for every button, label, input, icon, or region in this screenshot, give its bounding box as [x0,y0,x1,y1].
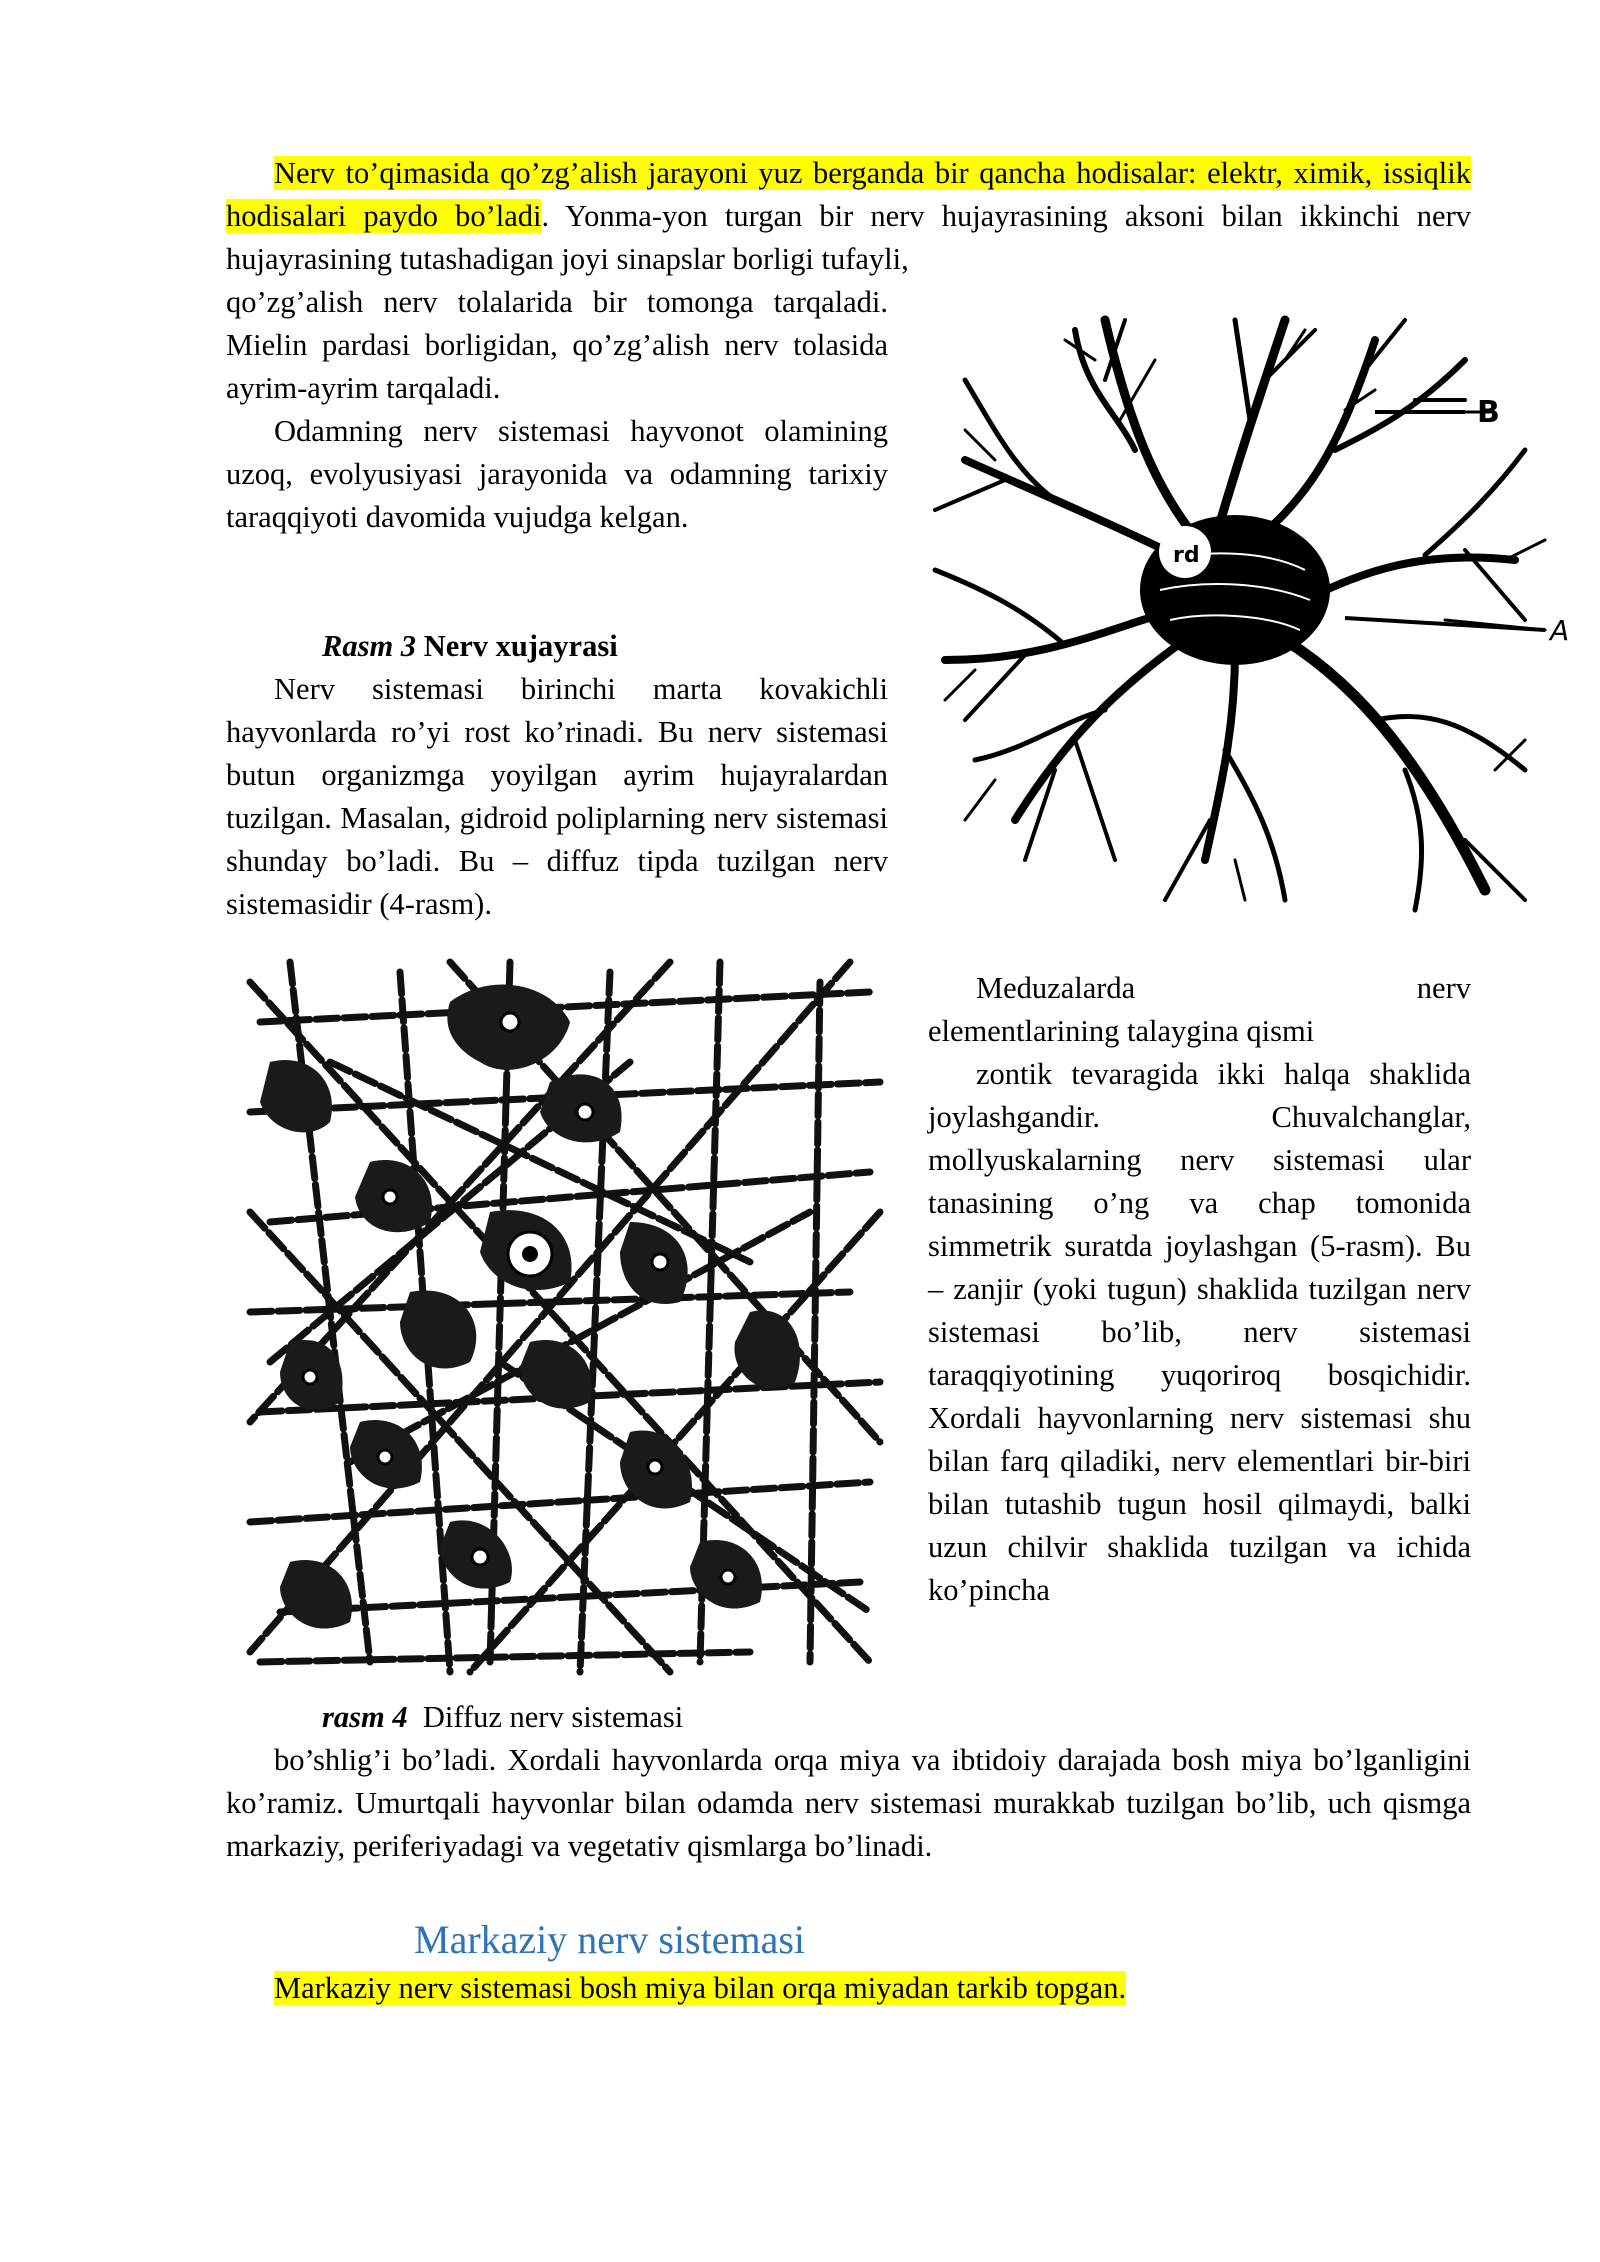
paragraph-medusa: Meduzalarda nerv elementlarining talaygina qismi zontik tevaragida ikki halqa shaklida joylashgandir. Chuvalchanglar, mollyuskalarning nerv sistemasi ular tanasining o’ng va chap tomonida simmetrik suratda joylashgan (5-rasm). Bu – zanjir (yoki tugun) shaklida tuzilgan nerv sistemasi bo’lib, nerv sistemasi taraqqiyotining yuqoriroq bosqichidir. Xordali hayvonlarning nerv sistemasi shu bilan farq qiladiki, nerv elementlari bir-biri bilan tutashib tugun hosil qilmaydi, balki uzun chilvir shaklida tuzilgan va ichida ko’pincha [928,971,1471,1607]
figure-3-caption: Rasm 3 Nerv xujayrasi [322,629,618,663]
paragraph-evolution: Odamning nerv sistemasi hayvonot olamining uzoq, evolyusiyasi jarayonida va odamning tarixiy taraqqiyoti davomida vujudga kelgan. [226,414,888,534]
figure-3-neuron-illustration [905,300,1595,940]
figure-4-caption: rasm 4 Diffuz nerv sistemasi [322,1700,684,1734]
label-a: A [1550,614,1570,647]
nucleus-label: rd [1173,543,1200,568]
paragraph-cns [226,1967,1471,2010]
paragraph-coelenterates: Nerv sistemasi birinchi marta kovakichli hayvonlarda ro’yi rost ko’rinadi. Bu nerv sistemasi butun organizmga yoyilgan ayrim hujayralardan tuzilgan. Masalan, gidroid poliplarning nerv sistemasi shunday bo’ladi. Bu – diffuz tipda tuzilgan nerv sistemasidir (4-rasm). [226,672,888,921]
label-b: B [1477,395,1500,430]
paragraph-intro-continued: qo’zg’alish nerv tolalarida bir tomonga tarqaladi. Mielin pardasi borligidan, qo’zg’alish nerv tolasida ayrim-ayrim tarqaladi. Odamning nerv sistemasi hayvonot olamining uzoq, evolyusiyasi jarayonida va odamning tarixiy taraqqiyoti davomida vujudga kelgan. [226,281,888,539]
paragraph-intro: Nerv to’qimasida qo’zg’alish jarayoni yuz berganda bir qancha hodisalar: elektr, ximik, issiqlik hodisalari paydo bo’ladi. Yonma-yon turgan bir nerv hujayrasining aksoni bilan ikkinchi nerv hujayrasining tutashadigan joyi sinapslar borligi tufayli, [226,156,1471,276]
section-heading: Markaziy nerv sistemasi [414,1917,805,1962]
highlighted-text: Markaziy nerv sistemasi bosh miya bilan orqa miyadan tarkib topgan. [274,1971,1127,2005]
figure-4-label: rasm 4 [322,1700,408,1734]
highlighted-text: Nerv to’qimasida qo’zg’alish jarayoni yuz berganda bir qancha hodisalar: elektr, ximik, issiqlik hodisalari paydo bo’ladi [226,156,1471,233]
figure-3-label: Rasm 3 [322,629,417,663]
pointer-lines [1345,412,1545,630]
paragraph-chordates: bo’shlig’i bo’ladi. Xordali hayvonlarda orqa miya va ibtidoiy darajada bosh miya bo’lganligini ko’ramiz. Umurtqali hayvonlar bilan odamda nerv sistemasi murakkab tuzilgan bo’lib, uch qismga markaziy, periferiyadagi va vegetativ qismlarga bo’linadi. [226,1743,1471,1863]
figure-4-diffuse-net-illustration [250,962,890,1682]
